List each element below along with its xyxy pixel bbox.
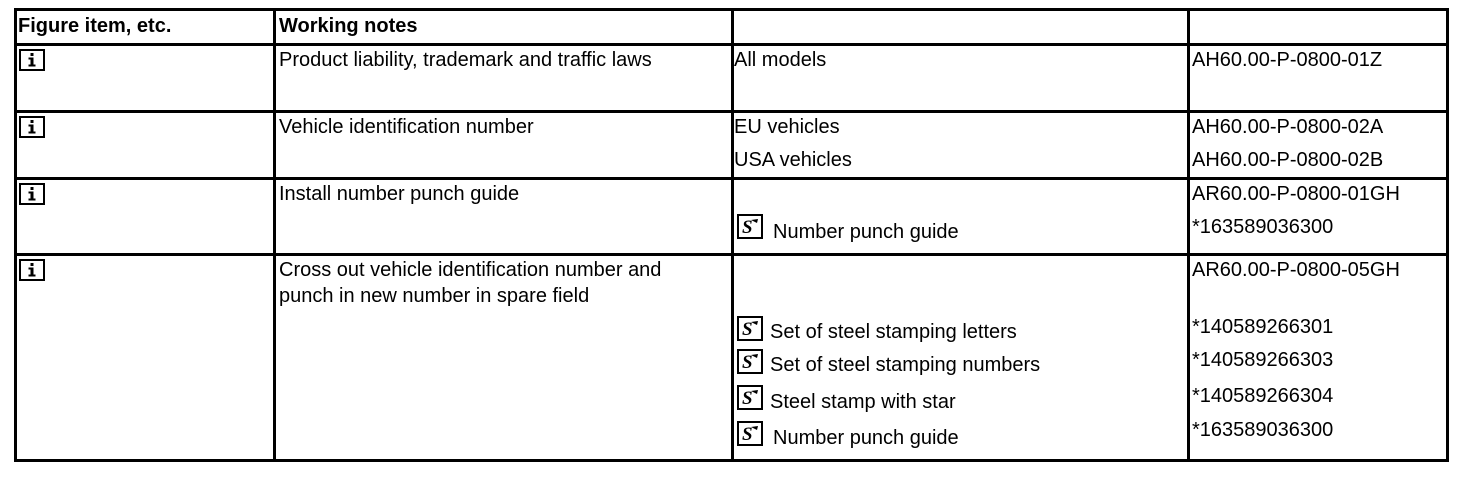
- special-tool-label: Number punch guide: [773, 427, 959, 449]
- document-reference-link[interactable]: AH60.00-P-0800-01Z: [1192, 49, 1383, 71]
- special-tool-label: Set of steel stamping letters: [770, 321, 1017, 343]
- column-divider: [273, 11, 276, 459]
- column-divider: [1187, 11, 1190, 459]
- document-reference-link[interactable]: AH60.00-P-0800-02A: [1192, 116, 1384, 138]
- special-tool-label: Number punch guide: [773, 221, 959, 243]
- row-divider: [17, 177, 1446, 180]
- part-number-link[interactable]: *140589266303: [1192, 349, 1334, 371]
- info-icon[interactable]: [19, 183, 45, 205]
- document-reference-link[interactable]: AR60.00-P-0800-05GH: [1192, 259, 1400, 281]
- part-number-link[interactable]: *140589266304: [1192, 385, 1334, 407]
- row-divider: [17, 253, 1446, 256]
- special-tool-icon: [737, 421, 763, 446]
- part-number-link[interactable]: *163589036300: [1192, 216, 1334, 238]
- column-divider: [731, 11, 734, 459]
- document-reference-link[interactable]: AR60.00-P-0800-01GH: [1192, 183, 1400, 205]
- special-tool-label: Steel stamp with star: [770, 391, 956, 413]
- working-note: Cross out vehicle identification number and: [279, 259, 662, 281]
- row-divider: [17, 43, 1446, 46]
- model-scope: All models: [734, 49, 827, 71]
- svg-text:S: S: [742, 424, 753, 444]
- header-working-notes: Working notes: [279, 15, 418, 37]
- part-number-link[interactable]: *140589266301: [1192, 316, 1334, 338]
- special-tool-icon: [737, 349, 763, 374]
- special-tool-icon: [737, 316, 763, 341]
- working-note: Install number punch guide: [279, 183, 520, 205]
- special-tool-icon: [737, 385, 763, 410]
- svg-text:S: S: [742, 319, 753, 339]
- row-divider: [17, 110, 1446, 113]
- info-icon[interactable]: [19, 116, 45, 138]
- working-note: Product liability, trademark and traffic laws: [279, 49, 652, 71]
- info-icon[interactable]: [19, 49, 45, 71]
- model-scope: EU vehicles: [734, 116, 840, 138]
- document-reference-link[interactable]: AH60.00-P-0800-02B: [1192, 149, 1384, 171]
- header-figure-item: Figure item, etc.: [18, 15, 172, 37]
- svg-text:S: S: [742, 217, 753, 237]
- part-number-link[interactable]: *163589036300: [1192, 419, 1334, 441]
- working-note: punch in new number in spare field: [279, 285, 590, 307]
- info-icon[interactable]: [19, 259, 45, 281]
- special-tool-icon: [737, 214, 763, 239]
- svg-text:S: S: [742, 388, 753, 408]
- working-note: Vehicle identification number: [279, 116, 534, 138]
- special-tool-label: Set of steel stamping numbers: [770, 354, 1041, 376]
- model-scope: USA vehicles: [734, 149, 852, 171]
- svg-text:S: S: [742, 352, 753, 372]
